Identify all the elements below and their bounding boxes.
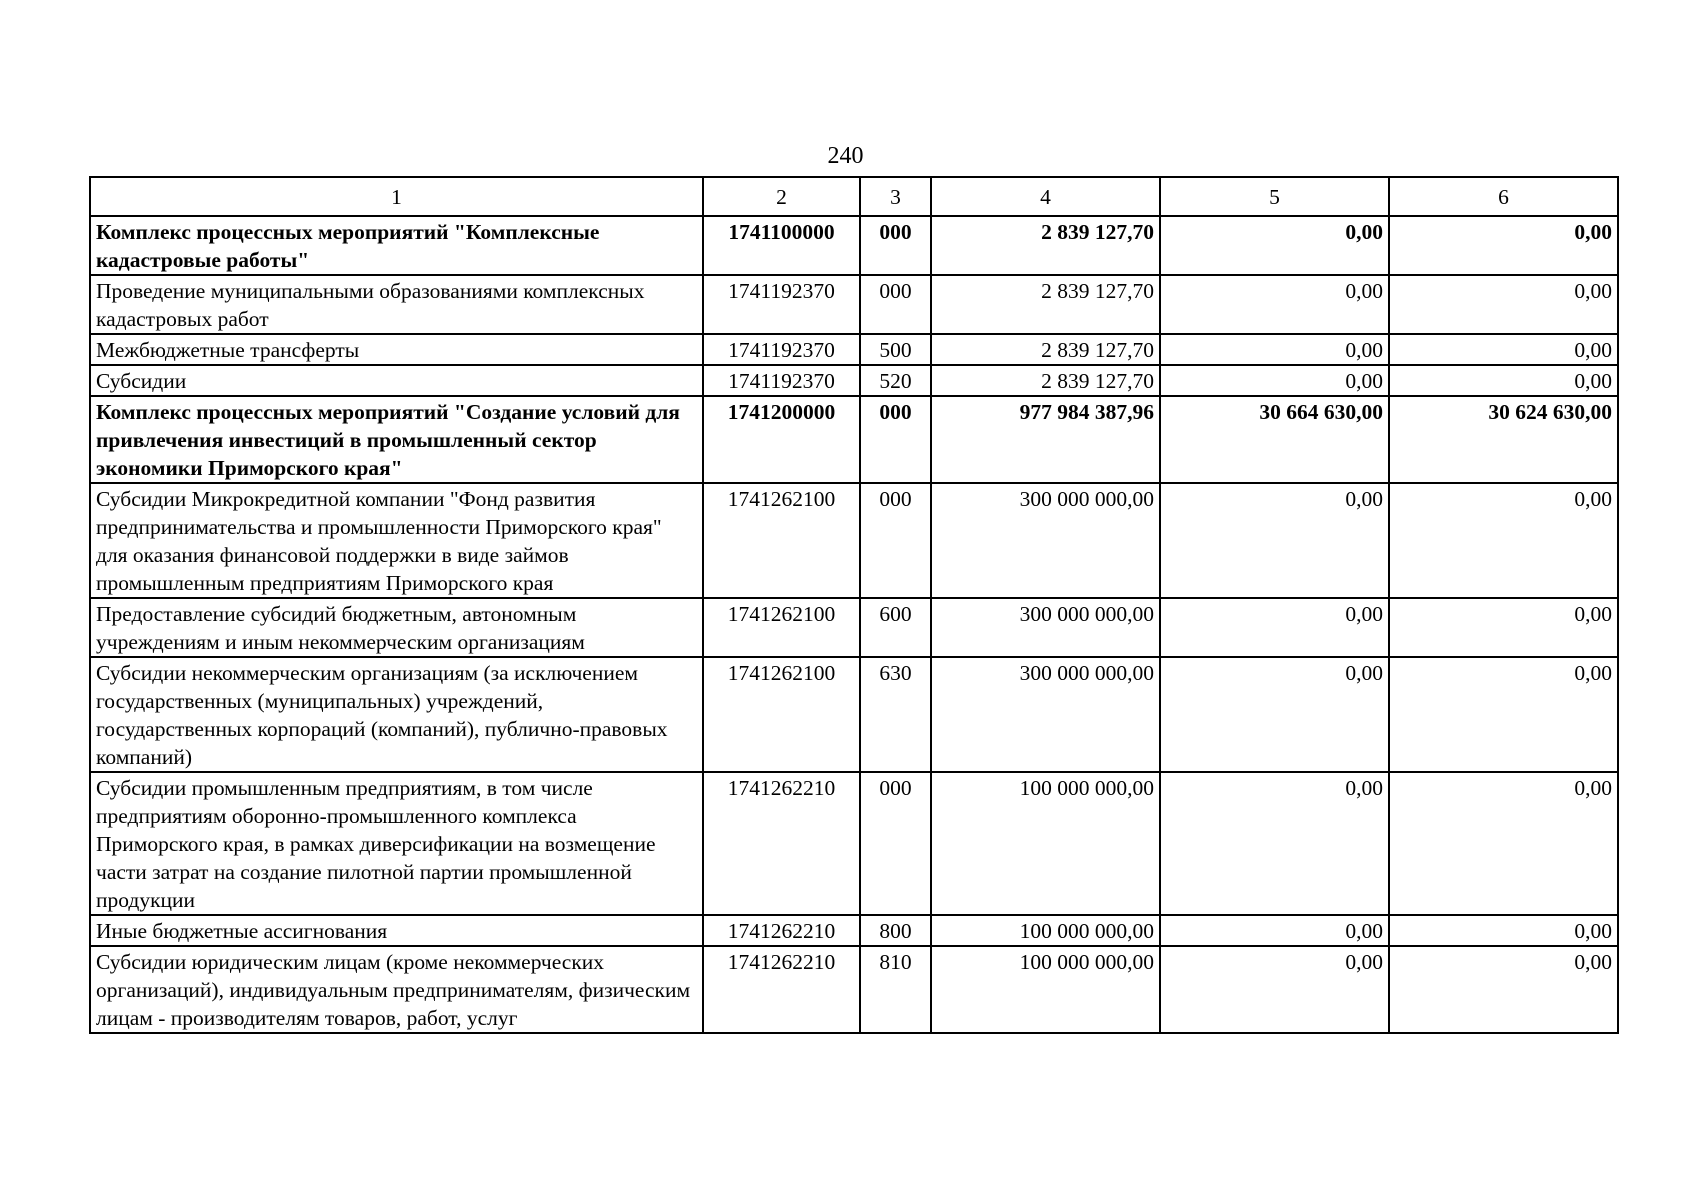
row-target-code-cell: 1741262100	[703, 483, 860, 598]
row-name-cell: Субсидии	[90, 365, 703, 396]
row-target-code-cell: 1741192370	[703, 275, 860, 334]
row-amount-col6-cell: 0,00	[1389, 946, 1618, 1033]
row-name-cell: Иные бюджетные ассигнования	[90, 915, 703, 946]
row-expense-type-cell: 000	[860, 396, 931, 483]
row-expense-type-cell: 600	[860, 598, 931, 657]
header-row	[90, 177, 1618, 216]
row-target-code-cell: 1741100000	[703, 216, 860, 275]
header-col-3: 3	[860, 177, 931, 216]
row-amount-col5-cell: 0,00	[1160, 275, 1389, 334]
table-row	[90, 396, 1618, 483]
row-amount-col4-cell: 300 000 000,00	[931, 483, 1160, 598]
row-amount-col5-cell: 0,00	[1160, 946, 1389, 1033]
table-row	[90, 365, 1618, 396]
table-row	[90, 334, 1618, 365]
header-col-6: 6	[1389, 177, 1618, 216]
row-expense-type-cell: 000	[860, 275, 931, 334]
row-target-code-cell: 1741192370	[703, 365, 860, 396]
row-name-cell: Межбюджетные трансферты	[90, 334, 703, 365]
row-target-code-cell: 1741262210	[703, 772, 860, 915]
row-amount-col4-cell: 2 839 127,70	[931, 216, 1160, 275]
row-amount-col5-cell: 0,00	[1160, 216, 1389, 275]
row-target-code-cell: 1741262210	[703, 946, 860, 1033]
header-col-1: 1	[90, 177, 703, 216]
row-amount-col4-cell: 2 839 127,70	[931, 365, 1160, 396]
row-amount-col5-cell: 0,00	[1160, 598, 1389, 657]
row-name-cell: Проведение муниципальными образованиями комплексных кадастровых работ	[90, 275, 703, 334]
row-amount-col5-cell: 0,00	[1160, 657, 1389, 772]
row-amount-col5-cell: 0,00	[1160, 772, 1389, 915]
row-name-cell: Субсидии Микрокредитной компании "Фонд развития предпринимательства и промышленности Приморского края" для оказания финансовой поддержки в виде займов промышленным предприятиям Приморского края	[90, 483, 703, 598]
row-amount-col4-cell: 100 000 000,00	[931, 772, 1160, 915]
row-amount-col4-cell: 300 000 000,00	[931, 598, 1160, 657]
table-row	[90, 772, 1618, 915]
row-amount-col6-cell: 0,00	[1389, 657, 1618, 772]
row-amount-col6-cell: 0,00	[1389, 275, 1618, 334]
row-expense-type-cell: 000	[860, 483, 931, 598]
table-row	[90, 657, 1618, 772]
row-amount-col4-cell: 2 839 127,70	[931, 334, 1160, 365]
row-amount-col5-cell: 30 664 630,00	[1160, 396, 1389, 483]
row-amount-col6-cell: 0,00	[1389, 365, 1618, 396]
table-body	[90, 216, 1618, 1033]
page-number: 240	[827, 143, 864, 169]
row-name-cell: Комплекс процессных мероприятий "Создание условий для привлечения инвестиций в промышленный сектор экономики Приморского края"	[90, 396, 703, 483]
row-name-cell: Предоставление субсидий бюджетным, автономным учреждениям и иным некоммерческим организациям	[90, 598, 703, 657]
row-expense-type-cell: 630	[860, 657, 931, 772]
row-expense-type-cell: 810	[860, 946, 931, 1033]
row-expense-type-cell: 520	[860, 365, 931, 396]
row-amount-col4-cell: 100 000 000,00	[931, 915, 1160, 946]
row-amount-col5-cell: 0,00	[1160, 365, 1389, 396]
row-amount-col6-cell: 0,00	[1389, 334, 1618, 365]
row-amount-col6-cell: 0,00	[1389, 216, 1618, 275]
row-target-code-cell: 1741200000	[703, 396, 860, 483]
row-amount-col6-cell: 0,00	[1389, 483, 1618, 598]
row-expense-type-cell: 500	[860, 334, 931, 365]
row-amount-col4-cell: 100 000 000,00	[931, 946, 1160, 1033]
row-amount-col4-cell: 2 839 127,70	[931, 275, 1160, 334]
row-target-code-cell: 1741262100	[703, 598, 860, 657]
row-expense-type-cell: 800	[860, 915, 931, 946]
table-row	[90, 275, 1618, 334]
row-name-cell: Субсидии промышленным предприятиям, в том числе предприятиям оборонно-промышленного комплекса Приморского края, в рамках диверсификации на возмещение части затрат на создание пилотной партии промышленной продукции	[90, 772, 703, 915]
row-target-code-cell: 1741262210	[703, 915, 860, 946]
row-name-cell: Субсидии юридическим лицам (кроме некоммерческих организаций), индивидуальным предпринимателям, физическим лицам - производителям товаров, работ, услуг	[90, 946, 703, 1033]
table-row	[90, 946, 1618, 1033]
row-amount-col5-cell: 0,00	[1160, 483, 1389, 598]
row-amount-col6-cell: 0,00	[1389, 915, 1618, 946]
header-col-2: 2	[703, 177, 860, 216]
table-row	[90, 216, 1618, 275]
row-expense-type-cell: 000	[860, 216, 931, 275]
header-col-4: 4	[931, 177, 1160, 216]
row-amount-col4-cell: 300 000 000,00	[931, 657, 1160, 772]
row-amount-col5-cell: 0,00	[1160, 334, 1389, 365]
row-name-cell: Субсидии некоммерческим организациям (за исключением государственных (муниципальных) учреждений, государственных корпораций (компаний), публично-правовых компаний)	[90, 657, 703, 772]
row-target-code-cell: 1741262100	[703, 657, 860, 772]
table-row	[90, 598, 1618, 657]
row-amount-col5-cell: 0,00	[1160, 915, 1389, 946]
table-row	[90, 915, 1618, 946]
table-row	[90, 483, 1618, 598]
header-col-5: 5	[1160, 177, 1389, 216]
row-amount-col6-cell: 0,00	[1389, 772, 1618, 915]
row-target-code-cell: 1741192370	[703, 334, 860, 365]
row-name-cell: Комплекс процессных мероприятий "Комплексные кадастровые работы"	[90, 216, 703, 275]
budget-table	[89, 176, 1619, 1034]
row-amount-col4-cell: 977 984 387,96	[931, 396, 1160, 483]
row-expense-type-cell: 000	[860, 772, 931, 915]
row-amount-col6-cell: 0,00	[1389, 598, 1618, 657]
row-amount-col6-cell: 30 624 630,00	[1389, 396, 1618, 483]
